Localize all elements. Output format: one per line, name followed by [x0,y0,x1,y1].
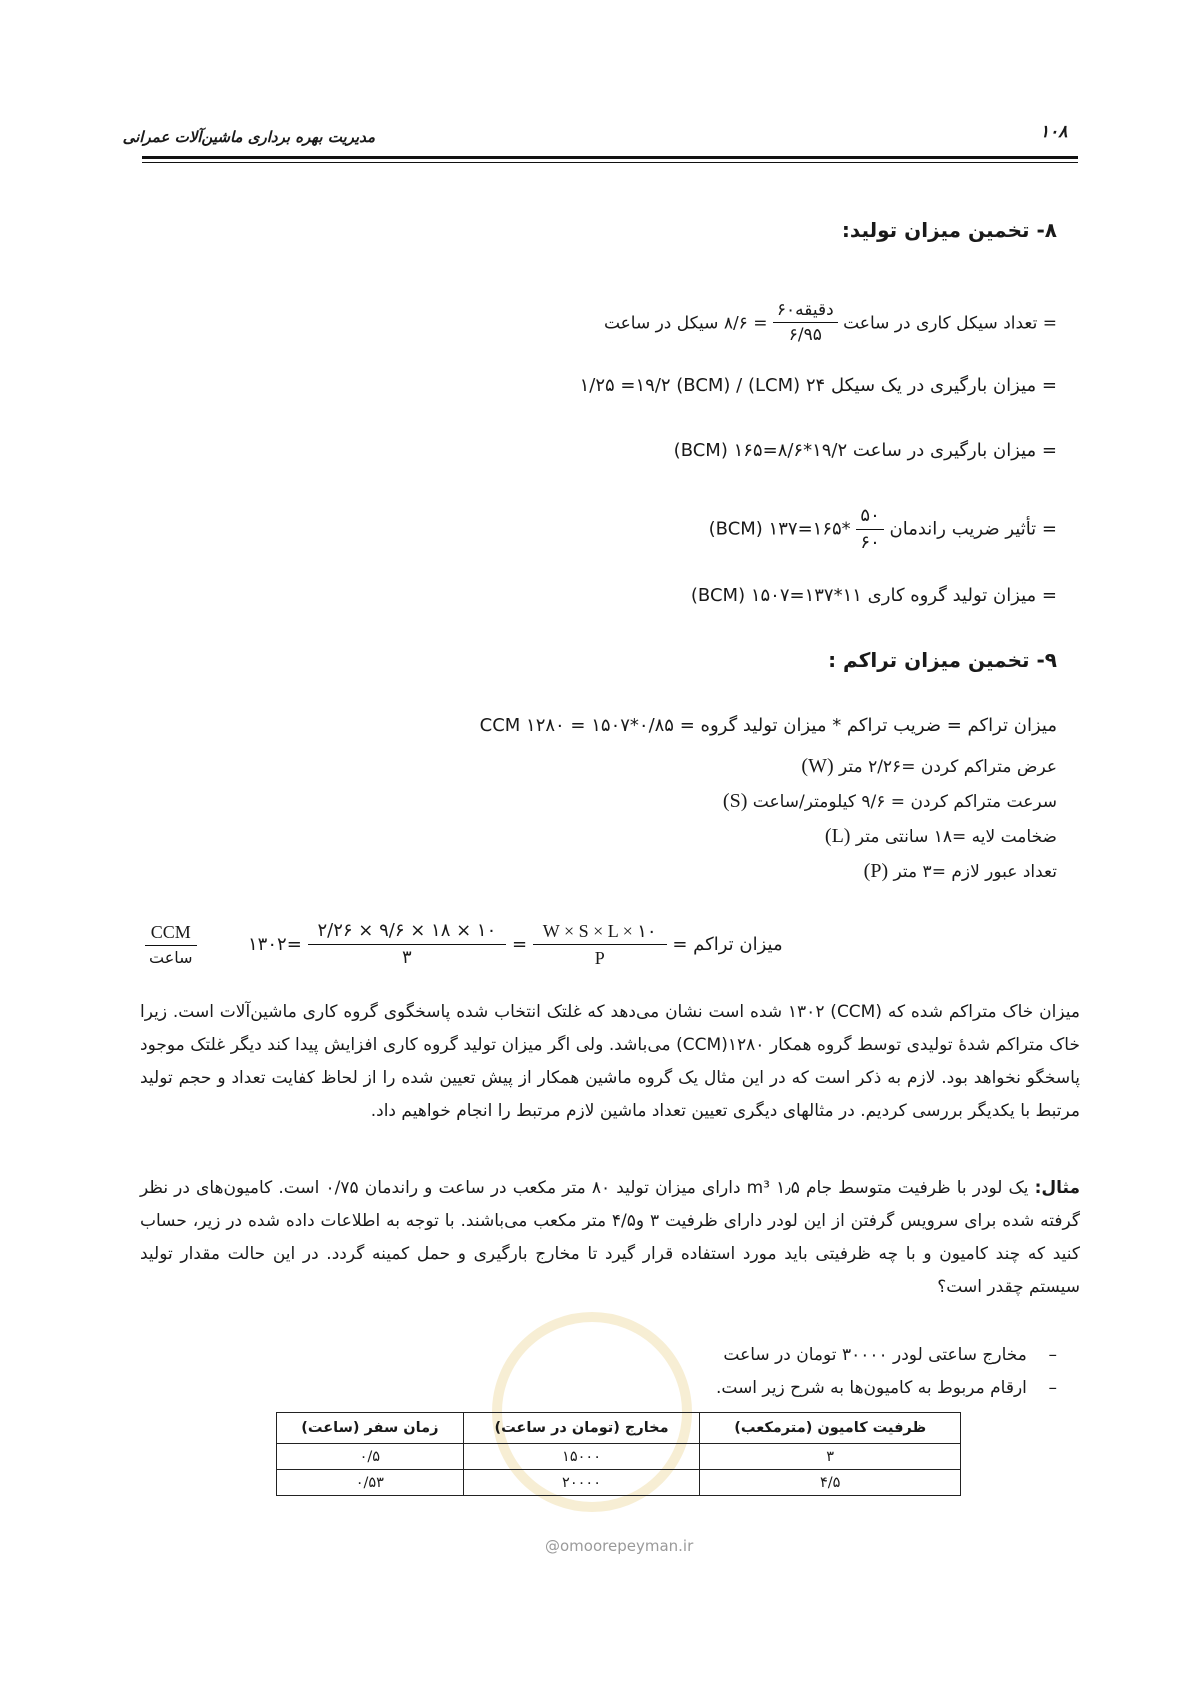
header-capacity: ظرفیت کامیون (مترمکعب) [700,1413,961,1444]
header-rule-thick [142,156,1078,159]
table-header-row [277,1413,961,1444]
efficiency-label: = تأثیر ضریب راندمان [889,518,1057,540]
header-cost: مخارج (تومان در ساعت) [463,1413,700,1444]
formula-result: =۱۳۰۲ [248,934,302,955]
cycles-denominator: ۶/۹۵ [788,325,822,346]
page-number: ۱۰۸ [1040,122,1068,142]
cell-trip-time: ۰/۵ [277,1444,464,1470]
load-per-hour-line [674,440,1057,461]
table-row [277,1470,961,1496]
efficiency-fraction [856,505,883,554]
cell-trip-time: ۰/۵۳ [277,1470,464,1496]
param-s-text: سرعت متراکم کردن = ۹/۶ کیلومتر/ساعت [752,792,1057,812]
explanation-paragraph [140,996,1080,1128]
explanation-text: میزان خاک متراکم شده که (CCM) ۱۳۰۲ شده است نشان می‌دهد که غلتک انتخاب شده پاسخگوی گروه کاری ماشین‌آلات است. زیرا خاک متراکم شدهٔ تولیدی توسط گروه همکار ۱۲۸۰(CCM) می‌باشد. ولی اگر میزان تولید گروه کاری افزایش پیدا کند دیگر غلتک موجود پاسخگو نخواهد بود. لازم به ذکر است که در این مثال یک گروه ماشین همکار از پیش تعیین شده را از لحاظ کفایت تعداد و حجم تولید مرتبط با یکدیگر بررسی کردیم. در مثالهای دیگری تعیین تعداد ماشین لازم مرتبط را انجام خواهیم داد. [140,1002,1080,1121]
param-p-symbol: (P) [863,860,889,882]
cycles-numerator: دقیقه۶۰ [773,300,838,323]
table-row [277,1444,961,1470]
cycles-result: = ۸/۶ سیکل در ساعت [603,313,768,334]
group-production-line [691,585,1057,606]
compaction-rate-line: میزان تراکم = ضریب تراکم * میزان تولید گروه = ۰/۸۵*۱۵۰۷ = ۱۲۸۰ CCM [479,715,1057,736]
formula-fraction-symbols [533,920,667,969]
param-w-symbol: (W) [801,755,834,777]
cycles-label: = تعداد سیکل کاری در ساعت [843,313,1057,334]
formula-den-values: ۳ [402,946,412,968]
formula-num-values: ۲/۲۶ × ۹/۶ × ۱۸ × ۱۰ [308,920,507,945]
cell-capacity: ۳ [700,1444,961,1470]
compaction-formula: $\frac{\text{CCM}}{\text{ساعت}}$ میزان تراکم = $\frac{W \times S \times L \times ۱۰}{P}$ = $\frac{۲/۲۶ \times ۹/۶ \times ۱۸ \times ۱۰}{۳}$ =۱۳۰۲ [145,920,783,969]
unit-numerator: CCM [145,921,197,946]
load-per-cycle-value: ۲۴ (LCM) / ۱/۲۵ =۱۹/۲ (BCM) [579,375,826,396]
bullet-truck-data: – ارقام مربوط به کامیون‌ها به شرح زیر است. [715,1378,1057,1398]
param-w [801,755,1057,778]
header-rule-thin [142,162,1078,163]
efficiency-denominator: ۶۰ [860,531,880,553]
param-p [864,860,1057,883]
group-production-label: = میزان تولید گروه کاری [867,585,1057,606]
formula-label: میزان تراکم [693,934,783,955]
cycles-line [604,300,1057,347]
param-s-symbol: (S) [722,790,748,812]
group-production-value: ۱۱*۱۳۷=۱۵۰۷ (BCM) [690,585,862,606]
example-paragraph [140,1172,1080,1304]
header-trip-time: زمان سفر (ساعت) [277,1413,464,1444]
efficiency-value: *۱۶۵=۱۳۷ (BCM) [708,518,851,540]
unit-denominator: ساعت [149,947,193,967]
efficiency-numerator: ۵۰ [856,505,883,530]
truck-table [276,1412,961,1496]
watermark-text: @omoorepeyman.ir [545,1537,694,1555]
load-per-cycle-line [580,375,1057,396]
cell-capacity: ۴/۵ [700,1470,961,1496]
param-p-text: تعداد عبور لازم =۳ متر [893,862,1057,882]
param-w-text: عرض متراکم کردن =۲/۲۶ متر [839,757,1057,777]
bullet-loader-cost-text: مخارج ساعتی لودر ۳۰۰۰۰ تومان در ساعت [723,1345,1027,1365]
example-label: مثال: [1034,1178,1080,1198]
bullet-truck-data-text: ارقام مربوط به کامیون‌ها به شرح زیر است. [715,1378,1027,1398]
load-per-cycle-label: = میزان بارگیری در یک سیکل [830,375,1057,396]
cell-cost: ۲۰۰۰۰ [463,1470,700,1496]
bullet-loader-cost: – مخارج ساعتی لودر ۳۰۰۰۰ تومان در ساعت [723,1345,1057,1365]
section8-heading: ۸- تخمین میزان تولید: [841,218,1057,242]
cycles-fraction [773,300,838,347]
book-title: مدیریت بهره برداری ماشین‌آلات عمرانی [122,128,375,146]
formula-den-symbols: P [594,947,605,968]
param-l-symbol: (L) [824,825,851,847]
param-l-text: ضخامت لایه =۱۸ سانتی متر [855,827,1057,847]
param-l [825,825,1057,848]
formula-num-symbols: W × S × L × ۱۰ [533,920,667,945]
load-per-hour-label: = میزان بارگیری در ساعت [852,440,1057,461]
cell-cost: ۱۵۰۰۰ [463,1444,700,1470]
efficiency-line [709,505,1057,554]
unit-fraction [145,921,197,968]
section9-heading: ۹- تخمین میزان تراکم : [828,648,1057,672]
load-per-hour-value: ۱۹/۲*۸/۶=۱۶۵ (BCM) [673,440,848,461]
example-text: یک لودر با ظرفیت متوسط جام ۱٫۵ m³ دارای میزان تولید ۸۰ متر مکعب در ساعت و راندمان ۰/۷۵ است. کامیون‌های در نظر گرفته شده برای سرویس گرفتن از این لودر دارای ظرفیت ۳ و۴/۵ متر مکعب می‌باشند. با توجه به اطلاعات داده شده در زیر، حساب کنید که چند کامیون و با چه ظرفیتی باید مورد استفاده قرار گیرد تا مخارج بارگیری و حمل کمینه گردد. در این حالت مقدار تولید سیستم چقدر است؟ [140,1178,1080,1297]
param-s [723,790,1057,813]
formula-fraction-values [308,920,507,969]
